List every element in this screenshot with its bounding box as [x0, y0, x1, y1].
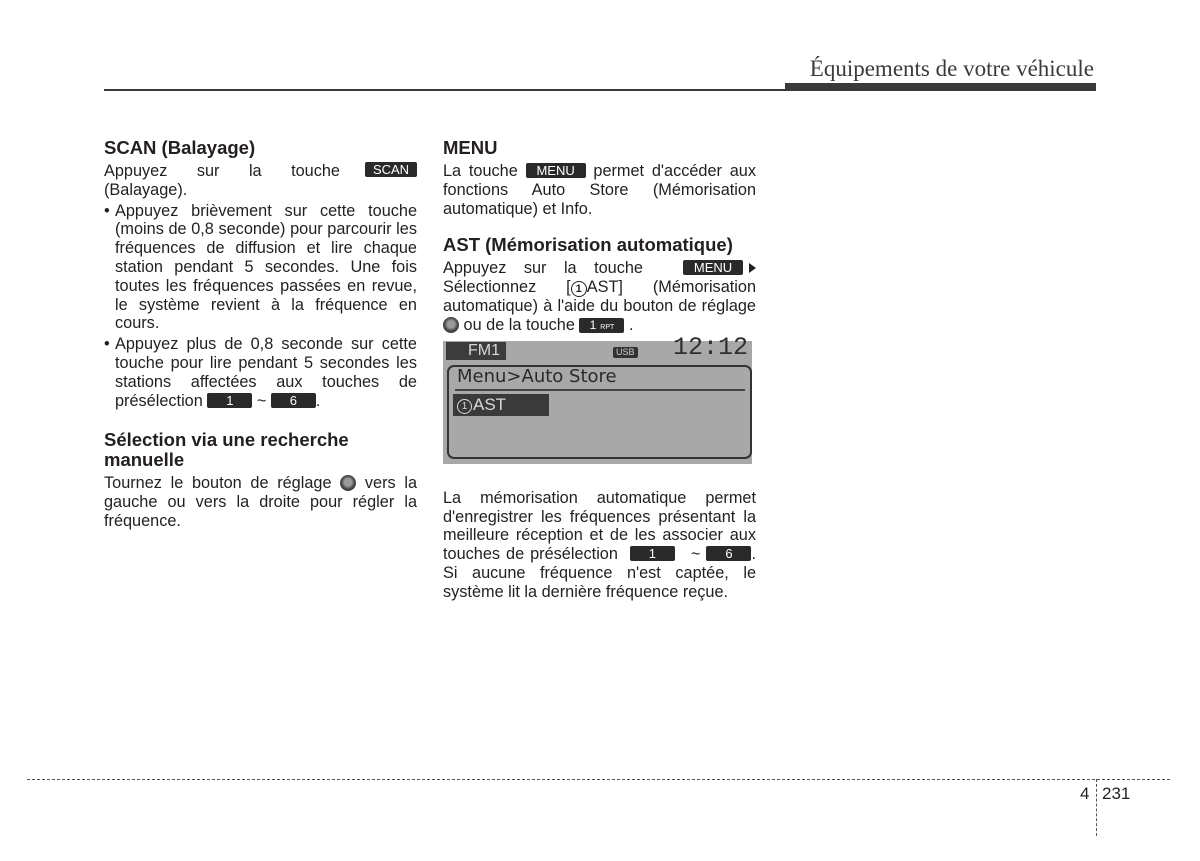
scan-word-4: touche [291, 162, 340, 180]
scan-word-1: Appuyez [104, 162, 168, 180]
scan-word-3: la [248, 162, 262, 180]
ast-text-b [443, 278, 756, 335]
ast-word-4: touche [594, 259, 643, 278]
display-item-label: AST [473, 394, 507, 414]
period: . [315, 391, 321, 410]
preset-6-key: 6 [271, 393, 316, 408]
chapter-number: 4 [1080, 784, 1090, 803]
radio-display [443, 332, 752, 464]
menu-text [443, 162, 756, 218]
auto-store-a: La mémorisation automatique permet d'enregistrer les fréquences présentant la meilleure réception et de les associer aux touches de présélection [443, 488, 756, 564]
ast-word-3: la [563, 259, 577, 278]
auto-store-text [443, 489, 756, 602]
display-clock: 12:12 [672, 332, 748, 362]
display-status-bar [443, 332, 752, 362]
menu-heading: MENU [443, 137, 498, 158]
manual-text [104, 474, 417, 530]
left-column [104, 138, 417, 531]
period: . [628, 315, 634, 334]
bullet-dot: • [104, 335, 110, 354]
display-menu-path: Menu>Auto Store [457, 365, 617, 387]
bullet-short-press-text: Appuyez brièvement sur cette touche (moins de 0,8 seconde) pour parcourir les fréquences de diffusion et lire chaque station pendant 5 secondes. Une fois toutes les fréquences passées en revue, le système revient à la fréquence en cours. [115, 201, 417, 333]
footer-dashed-rule [27, 779, 1170, 780]
circled-1-icon: 1 [457, 399, 472, 414]
menu-key: MENU [526, 163, 586, 178]
scan-word-2: sur [196, 162, 220, 180]
scan-intro-end: (Balayage). [104, 180, 188, 199]
scan-intro-text [104, 162, 340, 181]
ast-b2: AST] (Mémorisation automatique) à l'aide du bouton de réglage [443, 278, 757, 316]
tune-knob-icon [340, 475, 356, 491]
display-band: FM1 [446, 342, 506, 360]
menu-text-a: La touche [443, 162, 518, 180]
auto-store-b: . Si aucune fréquence n'est captée, le système lit la dernière fréquence reçue. [443, 545, 756, 601]
menu-text-b: permet d'accéder aux fonctions Auto Store (Mémorisation automatique) et Info. [443, 162, 756, 218]
bullet-long-press-text [115, 335, 417, 410]
preset-1-key: 1 [630, 546, 675, 561]
bullet-dot: • [104, 201, 110, 220]
usb-icon: USB [613, 347, 638, 358]
display-divider [455, 389, 745, 391]
menu-key: MENU [683, 260, 743, 275]
manual-heading: Sélection via une recherche manuelle [104, 429, 349, 471]
ast-word-2: sur [523, 259, 547, 278]
scan-heading: SCAN (Balayage) [104, 137, 256, 158]
scan-intro [104, 162, 417, 181]
display-menu-frame [447, 365, 752, 459]
page-number: 231 [1102, 784, 1131, 803]
circled-1-icon: 1 [571, 281, 587, 297]
ast-b1: Sélectionnez [ [443, 278, 571, 297]
ast-line-1 [443, 259, 756, 278]
preset-6-key: 6 [706, 546, 751, 561]
ast-heading: AST (Mémorisation automatique) [443, 234, 733, 256]
ast-text-a [443, 259, 643, 278]
manual-text-b: vers la gauche ou vers la droite pour régler la fréquence. [104, 474, 417, 530]
header-rule [104, 89, 1096, 91]
bullet-long-press [104, 335, 417, 410]
manual-text-a: Tournez le bouton de réglage [104, 474, 332, 493]
bullet-short-press [104, 202, 417, 334]
rpt-key-label: RPT [600, 323, 615, 331]
tilde: ~ [690, 545, 701, 564]
rpt-key-number: 1 [589, 317, 597, 332]
arrow-right-icon [749, 263, 756, 273]
ast-c: ou de la touche [463, 315, 575, 334]
footer-dashed-divider [1096, 779, 1097, 836]
preset-1-rpt-key [579, 318, 624, 333]
ast-menu-group [683, 259, 756, 278]
page-header-title: Équipements de votre véhicule [809, 56, 1094, 81]
tilde: ~ [256, 391, 267, 410]
scan-key: SCAN [365, 162, 417, 177]
bullet-long-press-body: Appuyez plus de 0,8 seconde sur cette touche pour lire pendant 5 secondes les stations affectées aux touches de présélection [115, 335, 417, 410]
right-column [443, 138, 756, 602]
tune-knob-icon [443, 317, 459, 333]
ast-word-1: Appuyez [443, 259, 507, 278]
preset-1-key: 1 [207, 393, 252, 408]
display-item-ast [453, 394, 549, 416]
